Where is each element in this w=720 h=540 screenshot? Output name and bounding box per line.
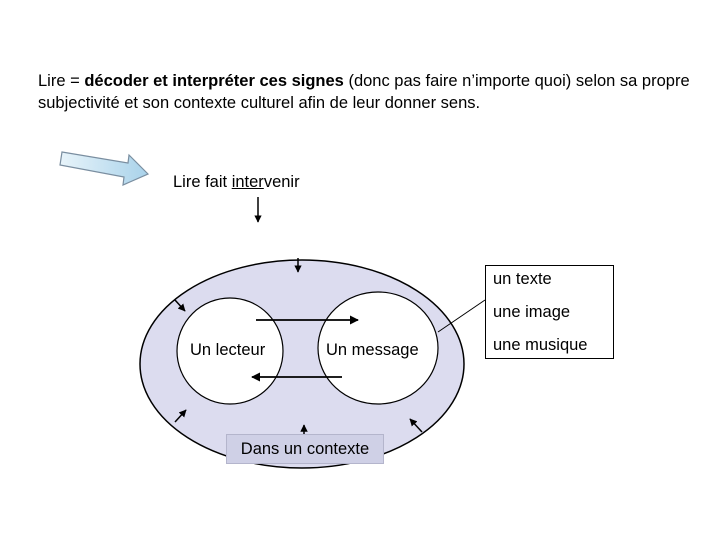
media-type-item: une musique <box>493 336 588 354</box>
media-types-box <box>485 265 614 359</box>
intervention-prefix: Lire fait <box>173 173 232 191</box>
pointing-arrow-icon <box>60 152 148 185</box>
definition-bold-text: décoder et interpréter ces signes <box>84 72 344 90</box>
intervention-suffix: venir <box>263 173 300 191</box>
media-type-item: un texte <box>493 270 552 288</box>
intervention-label <box>173 173 300 192</box>
definition-paragraph <box>38 70 698 114</box>
media-type-item: une image <box>493 303 571 321</box>
message-label: Un message <box>326 341 419 359</box>
definition-part1: Lire = <box>38 72 85 90</box>
intervention-underlined: inter <box>231 173 264 191</box>
reader-label: Un lecteur <box>190 341 266 359</box>
definition-part2: (donc pas faire n’importe quoi) selon sa propre subjectivité et son contexte culturel afin de leur donner sens. <box>38 72 690 112</box>
context-label: Dans un contexte <box>226 434 384 464</box>
